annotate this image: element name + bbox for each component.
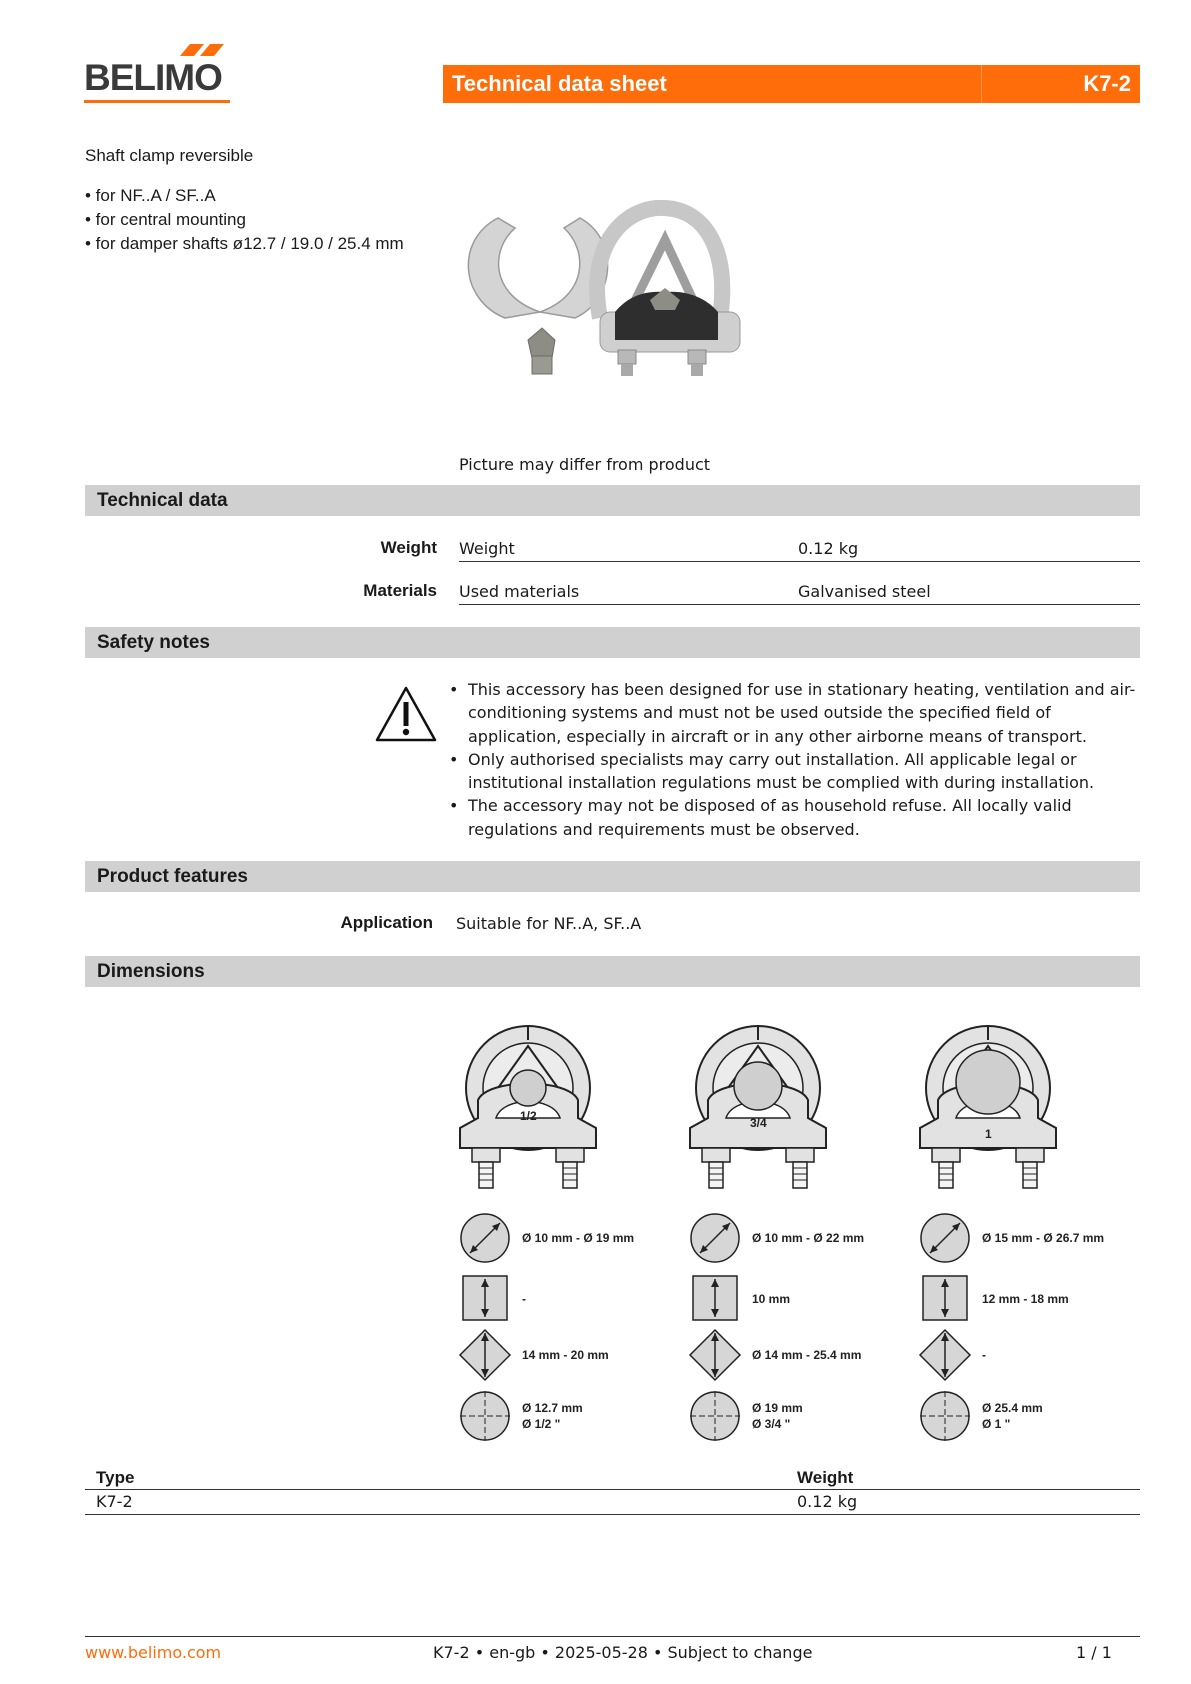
- warning-triangle-icon: [375, 686, 437, 742]
- table-header-type: Type: [96, 1468, 135, 1487]
- tech-row-name: Used materials: [459, 582, 580, 601]
- shaft-mm: Ø 19 mm: [752, 1401, 803, 1415]
- document-title: Technical data sheet: [452, 71, 667, 96]
- round-range: Ø 10 mm - Ø 19 mm: [522, 1231, 635, 1245]
- insert-label: 1: [985, 1127, 992, 1141]
- footer-info: K7-2 • en-gb • 2025-05-28 • Subject to change: [433, 1643, 813, 1662]
- round-shaft-icon: [691, 1214, 739, 1262]
- tech-row-value: Galvanised steel: [798, 582, 931, 601]
- round-range: Ø 10 mm - Ø 22 mm: [752, 1231, 865, 1245]
- shaft-in: Ø 1/2 ": [522, 1417, 561, 1431]
- feature-list: [85, 184, 404, 256]
- product-photo: [460, 200, 760, 400]
- section-title: Product features: [97, 866, 248, 887]
- diamond-shaft-icon: [920, 1330, 970, 1380]
- product-code: K7-2: [1083, 71, 1131, 96]
- dimension-column: [460, 1026, 634, 1441]
- safety-item: • This accessory has been designed for use in stationary heating, ventilation and air-conditioning systems and must not be used outside the specified field of application, especially in aircraft or in any other airborne means of transport.: [449, 678, 1139, 748]
- logo-underline: [84, 100, 230, 103]
- photo-caption: Picture may differ from product: [459, 455, 711, 474]
- shaft-mm: Ø 12.7 mm: [522, 1401, 583, 1415]
- footer-link[interactable]: www.belimo.com: [85, 1643, 222, 1662]
- dimension-column: [920, 1026, 1104, 1441]
- safety-list: [449, 678, 1139, 841]
- clamp-drawing: [460, 1026, 596, 1188]
- diamond-shaft-icon: [460, 1330, 510, 1380]
- shaft-section-icon: [920, 1391, 970, 1441]
- feature-item: • for central mounting: [85, 210, 246, 229]
- safety-item: • The accessory may not be disposed of as household refuse. All locally valid regulations and requirements must be observed.: [449, 794, 1139, 841]
- table-cell-type: K7-2: [96, 1492, 133, 1511]
- diamond-shaft-icon: [690, 1330, 740, 1380]
- round-range: Ø 15 mm - Ø 26.7 mm: [982, 1231, 1105, 1245]
- round-shaft-icon: [921, 1214, 969, 1262]
- page-number: 1 / 1: [1076, 1643, 1112, 1662]
- shaft-section-icon: [690, 1391, 740, 1441]
- table-header-weight: Weight: [797, 1468, 854, 1487]
- square-shaft-icon: [693, 1276, 737, 1320]
- row-divider: [459, 561, 1140, 562]
- insert-label: 1/2: [520, 1109, 537, 1123]
- round-shaft-icon: [461, 1214, 509, 1262]
- square-shaft-icon: [923, 1276, 967, 1320]
- table-cell-weight: 0.12 kg: [797, 1492, 858, 1511]
- square-range: -: [522, 1292, 526, 1306]
- tech-row-label: Materials: [363, 581, 437, 600]
- tech-row-value: 0.12 kg: [798, 539, 859, 558]
- section-title: Technical data: [97, 490, 228, 511]
- logo-text: BELIMO: [84, 57, 222, 98]
- feature-label: Application: [340, 913, 433, 932]
- shaft-in: Ø 3/4 ": [752, 1417, 791, 1431]
- feature-item: • for NF..A / SF..A: [85, 186, 216, 205]
- row-divider: [459, 604, 1140, 605]
- section-header-safety-notes: [85, 627, 1140, 658]
- product-name: Shaft clamp reversible: [85, 146, 254, 165]
- square-range: 12 mm - 18 mm: [982, 1292, 1069, 1306]
- table-header-rule: [85, 1489, 1140, 1490]
- diamond-range: -: [982, 1348, 986, 1362]
- title-divider: [981, 65, 982, 103]
- square-range: 10 mm: [752, 1292, 791, 1306]
- belimo-logo: [84, 44, 236, 104]
- section-header-product-features: [85, 861, 1140, 892]
- table-row-rule: [85, 1514, 1140, 1515]
- section-title: Dimensions: [97, 961, 205, 982]
- shaft-section-icon: [460, 1391, 510, 1441]
- square-shaft-icon: [463, 1276, 507, 1320]
- dimension-column: [690, 1026, 864, 1441]
- insert-label: 3/4: [750, 1116, 767, 1130]
- shaft-mm: Ø 25.4 mm: [982, 1401, 1043, 1415]
- title-bar: [443, 65, 1140, 103]
- diamond-range: Ø 14 mm - 25.4 mm: [752, 1348, 862, 1362]
- feature-item: • for damper shafts ø12.7 / 19.0 / 25.4 mm: [85, 234, 404, 253]
- safety-item: • Only authorised specialists may carry out installation. All applicable legal or institutional installation regulations must be complied with during installation.: [449, 748, 1139, 795]
- shaft-in: Ø 1 ": [982, 1417, 1011, 1431]
- section-title: Safety notes: [97, 632, 210, 653]
- feature-value: Suitable for NF..A, SF..A: [456, 914, 642, 933]
- footer-rule: [85, 1636, 1140, 1637]
- tech-row-label: Weight: [380, 538, 437, 557]
- section-header-technical-data: [85, 485, 1140, 516]
- diamond-range: 14 mm - 20 mm: [522, 1348, 609, 1362]
- dimension-drawings: [455, 1018, 1115, 1458]
- section-header-dimensions: [85, 956, 1140, 987]
- tech-row-name: Weight: [459, 539, 515, 558]
